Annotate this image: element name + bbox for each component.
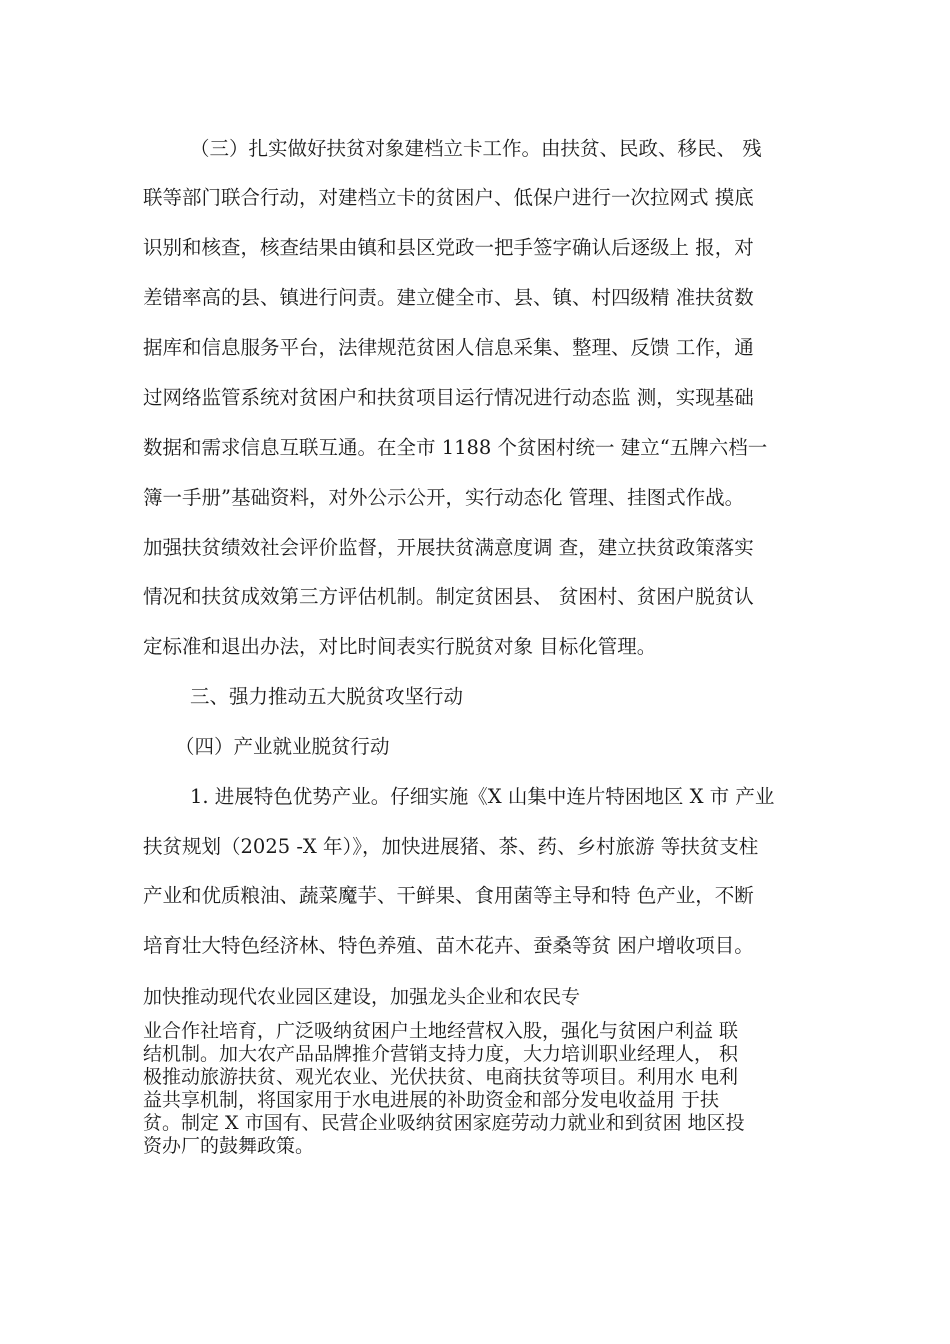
text-line: （三）扎实做好扶贫对象建档立卡工作。由扶贫、民政、移民、 残 [190,137,762,160]
text-line: 识别和核查，核查结果由镇和县区党政一把手签字确认后逐级上 报，对 [143,236,754,259]
text-line: 贫。制定 X 市国有、民营企业吸纳贫困家庭劳动力就业和到贫困 地区投 [143,1112,745,1134]
text-line: 产业和优质粮油、蔬菜魔芋、干鲜果、食用菌等主导和特 色产业，不断 [143,884,754,907]
text-line: 差错率高的县、镇进行问责。建立健全市、县、镇、村四级精 准扶贫数 [143,286,754,309]
text-line: 极推动旅游扶贫、观光农业、光伏扶贫、电商扶贫等项目。利用水 电利 [143,1066,739,1088]
text-line: 联等部门联合行动，对建档立卡的贫困户、低保户进行一次拉网式 摸底 [143,186,754,209]
heading-text: （四）产业就业脱贫行动 [175,735,390,758]
text-line: 益共享机制，将国家用于水电进展的补助资金和部分发电收益用 于扶 [143,1089,720,1111]
text-line: 业合作社培育，广泛吸纳贫困户土地经营权入股，强化与贫困户利益 联 [143,1020,739,1042]
text-line: 加强扶贫绩效社会评价监督，开展扶贫满意度调 查，建立扶贫政策落实 [143,536,754,559]
text-line: 据库和信息服务平台，法律规范贫困人信息采集、整理、反馈 工作，通 [143,336,754,359]
text-line: 定标准和退出办法，对比时间表实行脱贫对象 目标化管理。 [143,635,657,658]
text-line: 加快推动现代农业园区建设，加强龙头企业和农民专 [143,986,581,1008]
text-line: 资办厂的鼓舞政策。 [143,1135,315,1157]
text-line: 结机制。加大农产品品牌推介营销支持力度，大力培训职业经理人， 积 [143,1043,739,1065]
text-line: 数据和需求信息互联互通。在全市 1188 个贫困村统一 建立“五牌六档一 [143,436,768,459]
text-line: 过网络监管系统对贫困户和扶贫项目运行情况进行动态监 测，实现基础 [143,386,754,409]
text-line: 情况和扶贫成效第三方评估机制。制定贫困县、 贫困村、贫困户脱贫认 [143,585,754,608]
heading-text: 三、强力推动五大脱贫攻坚行动 [190,685,464,708]
text-line: 簿一手册”基础资料，对外公示公开，实行动态化 管理、挂图式作战。 [143,486,745,509]
text-line: 1. 进展特色优势产业。仔细实施《X 山集中连片特困地区 X 市 产业 [190,785,775,808]
text-line: 培育壮大特色经济林、特色养殖、苗木花卉、蚕桑等贫 困户增收项目。 [143,934,754,957]
text-line: 扶贫规划（2025 -X 年）》，加快进展猪、茶、药、乡村旅游 等扶贫支柱 [143,835,759,858]
